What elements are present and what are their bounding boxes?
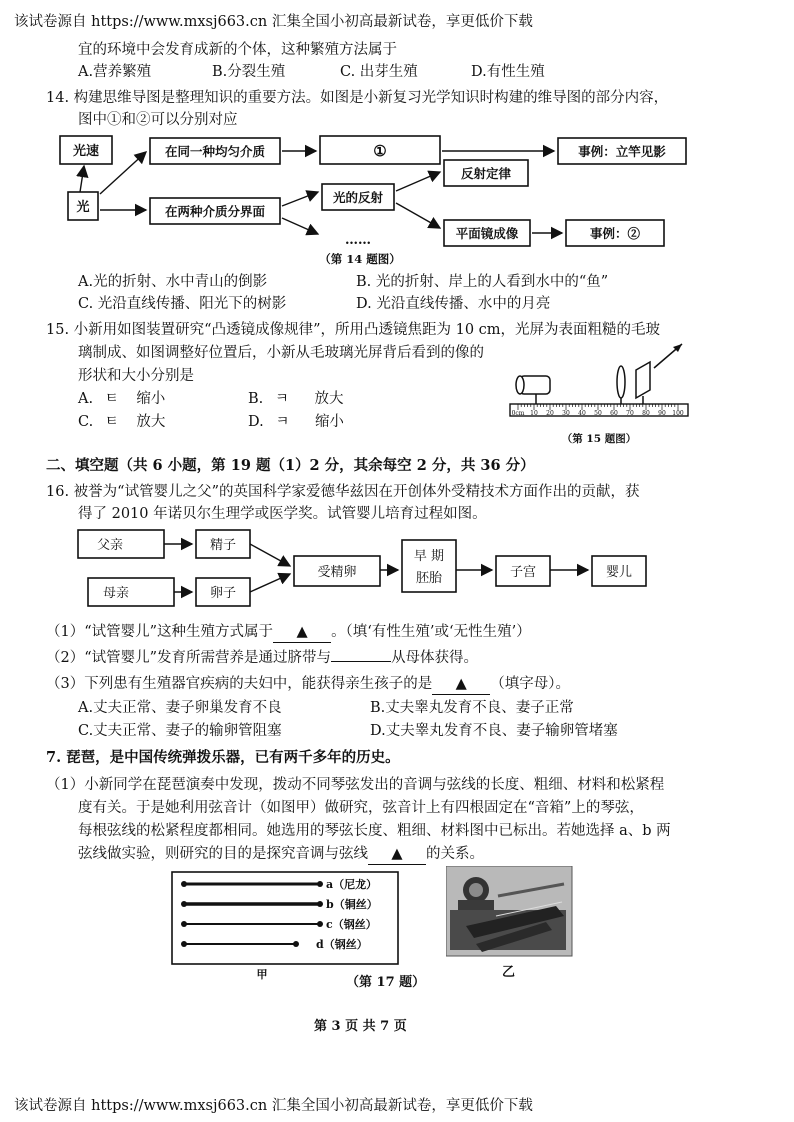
q13-option-a: A.营养繁殖 [78,64,152,80]
ruler-mark-label: 40 [578,410,586,417]
q16-stem-line1: 16. 被誉为“试管婴儿之父”的英国科学家爱德华兹因在开创体外受精技术方面作出的贡献，获 [46,484,640,500]
q17-sub1-blank: ▲ [368,844,426,865]
q15-option-a-label: A. [78,391,94,407]
q15-option-d-glyph: ㅋ [275,414,290,430]
fig-jia-label: 甲 [256,968,268,981]
q15-optical-bench [506,338,696,450]
q15-option-b-glyph: ㅋ [274,391,289,407]
ruler-mark-label: 70 [626,410,634,417]
mother-box [88,578,174,606]
q15-option-c-text: 放大 [136,414,166,430]
string-b-label: b（铜丝） [326,898,378,911]
page-number: 第 3 页 共 7 页 [314,1019,407,1034]
screen-icon [636,362,650,404]
q15-caption: （第 15 题图） [561,433,637,445]
q16-option-d: D.丈夫睾丸发育不良、妻子输卵管堵塞 [370,723,618,739]
q16-sub1-suffix: 。（填‘有性生殖’或‘无性生殖’） [331,624,531,640]
q14-option-a: A.光的折射、水中青山的倒影 [78,274,268,290]
blank1-label: ① [373,142,387,160]
sperm-label: 精子 [209,538,237,553]
q15-stem-line2: 璃制成、如图调整好位置后，小新从毛玻璃光屏背后看到的像的 [78,345,484,361]
q14-stem-line2: 图中①和②可以分别对应 [78,112,238,128]
q13-option-b: B.分裂生殖 [212,64,286,80]
q17-stem: 7. 琵琶，是中国传统弹拨乐器，已有两千多年的历史。 [46,749,400,766]
q15-option-a-text: 缩小 [136,391,166,407]
q14-option-b: B. 光的折射、岸上的人看到水中的“鱼” [356,274,609,290]
q13-tail: 宜的环境中会发育成新的个体，这种繁殖方法属于 [78,42,397,58]
embryo-label-line1: 早 期 [413,549,445,564]
q15-option-c-glyph: ㅌ [104,414,119,430]
q16-option-b: B.丈夫睾丸发育不良、妻子正常 [370,700,574,716]
q16-sub1 [46,622,531,643]
q13-option-c: C. 出芽生殖 [340,64,418,80]
string-d-label: d（钢丝） [316,938,368,951]
q16-sub2-prefix: （2）“试管婴儿”发育所需营养是通过脐带与 [46,650,332,666]
q14-mind-map [0,128,794,270]
ruler-mark-label: 50 [594,410,602,417]
embryo-label-line2: 胚胎 [415,571,443,586]
q15-option-a-glyph: ㅌ [104,391,119,407]
string-c-label: c（钢丝） [326,918,377,931]
mirror-image-label: 平面镜成像 [455,226,519,241]
zygote-label: 受精卵 [317,565,357,580]
q16-option-c: C.丈夫正常、妻子的输卵管阻塞 [78,723,282,739]
baby-label: 婴儿 [605,565,633,580]
ruler-mark-label: 80 [642,410,650,417]
q17-sub1-line4-suffix: 的关系。 [426,846,484,862]
q15-option-d-text: 缩小 [314,414,344,430]
q15-option-d [248,412,344,432]
light-label: 光 [76,200,90,215]
q16-sub3 [46,674,570,695]
q16-sub2-blank [331,661,391,662]
q14-caption: （第 14 题图） [319,252,401,266]
q17-sub1-line1: （1）小新同学在琵琶演奏中发现，拨动不同琴弦发出的音调与弦线的长度、粗细、材料和松紧程 [46,777,665,793]
q16-sub1-prefix: （1）“试管婴儿”这种生殖方式属于 [46,624,274,640]
reflection-law-label: 反射定律 [460,166,512,181]
watermark-bottom: 该试卷源自 https://www.mxsj663.cn 汇集全国小初高最新试卷，享更低价下载 [14,1098,533,1114]
fig-yi-label: 乙 [502,965,516,980]
q16-ivf-flowchart [0,522,794,612]
uterus-label: 子宫 [509,565,537,580]
section2-title: 二、填空题（共 6 小题，第 19 题（1）2 分，其余每空 2 分，共 36 分） [46,457,535,474]
q17-sub1-line2: 度有关。于是她利用弦音计（如图甲）做研究，弦音计上有四根固定在“音箱”上的琴弦， [78,800,644,816]
q15-option-b [248,389,343,409]
q15-option-c [78,412,165,432]
q15-option-b-text: 放大 [314,391,344,407]
ruler-mark-label: 100 [672,410,684,417]
q15-option-c-label: C. [78,414,94,430]
ruler-mark-label: 0cm [511,410,525,417]
same-medium-label: 在同一种均匀介质 [164,144,266,159]
q15-option-d-label: D. [248,414,264,430]
q16-sub3-suffix: （填字母）。 [490,676,570,692]
q16-sub2-suffix: 从母体获得。 [391,650,479,666]
ruler-mark-label: 90 [658,410,666,417]
eye-direction-arrow-icon [654,344,682,368]
example1-label: 事例：立竿见影 [578,144,666,159]
q16-sub3-prefix: （3）下列患有生殖器官疾病的夫妇中，能获得亲生孩子的是 [46,676,433,692]
egg-label: 卵子 [209,586,237,601]
ruler-mark-label: 30 [562,410,570,417]
q16-stem-line2: 得了 2010 年诺贝尔生理学或医学奖。试管婴儿培育过程如图。 [78,506,487,522]
ruler-mark-label: 60 [610,410,618,417]
q17-caption: （第 17 题） [346,975,426,990]
ruler-mark-label: 20 [546,410,554,417]
reflection-label: 光的反射 [332,190,384,205]
q16-sub1-blank: ▲ [273,622,331,643]
q17-sub1-line3: 每根弦线的松紧程度都相同。她选用的琴弦长度、粗细、材料图中已标出。若她选择 a、b 两 [78,823,671,839]
q17-sub1-line4 [78,844,484,865]
q17-sub1-line4-prefix: 弦线做实验，则研究的目的是探究音调与弦线 [78,846,368,862]
q14-option-c: C. 光沿直线传播、阳光下的树影 [78,296,287,312]
light-speed-label: 光速 [72,144,100,159]
candle-icon [516,376,550,404]
q17-figure-yi-photo [446,866,574,958]
q15-option-b-label: B. [248,391,264,407]
father-label: 父亲 [96,538,124,553]
ruler-mark-label: 10 [530,410,538,417]
watermark-top: 该试卷源自 https://www.mxsj663.cn 汇集全国小初高最新试卷，享更低价下载 [14,14,533,30]
example2-label: 事例：② [589,226,641,241]
q14-option-d: D. 光沿直线传播、水中的月亮 [356,296,551,312]
q17-figure-jia-sonometer [170,866,406,984]
convex-lens-icon [617,366,625,404]
q15-stem-line3: 形状和大小分别是 [78,368,194,384]
q16-sub3-blank: ▲ [432,674,490,695]
q13-option-d: D.有性生殖 [471,64,545,80]
q15-stem-line1: 15. 小新用如图装置研究“凸透镜成像规律”，所用凸透镜焦距为 10 cm，光屏为表面粗糙的毛玻 [46,322,661,338]
q14-stem-line1: 14. 构建思维导图是整理知识的重要方法。如图是小新复习光学知识时构建的维导图的部分内容， [46,90,669,106]
q16-sub2 [46,648,478,668]
q16-option-a: A.丈夫正常、妻子卵巢发育不良 [78,700,282,716]
mother-label: 母亲 [102,586,130,601]
string-a-label: a（尼龙） [326,878,378,891]
interface-label: 在两种介质分界面 [164,204,266,219]
ellipsis-label: …… [345,233,371,248]
q15-option-a [78,389,165,409]
